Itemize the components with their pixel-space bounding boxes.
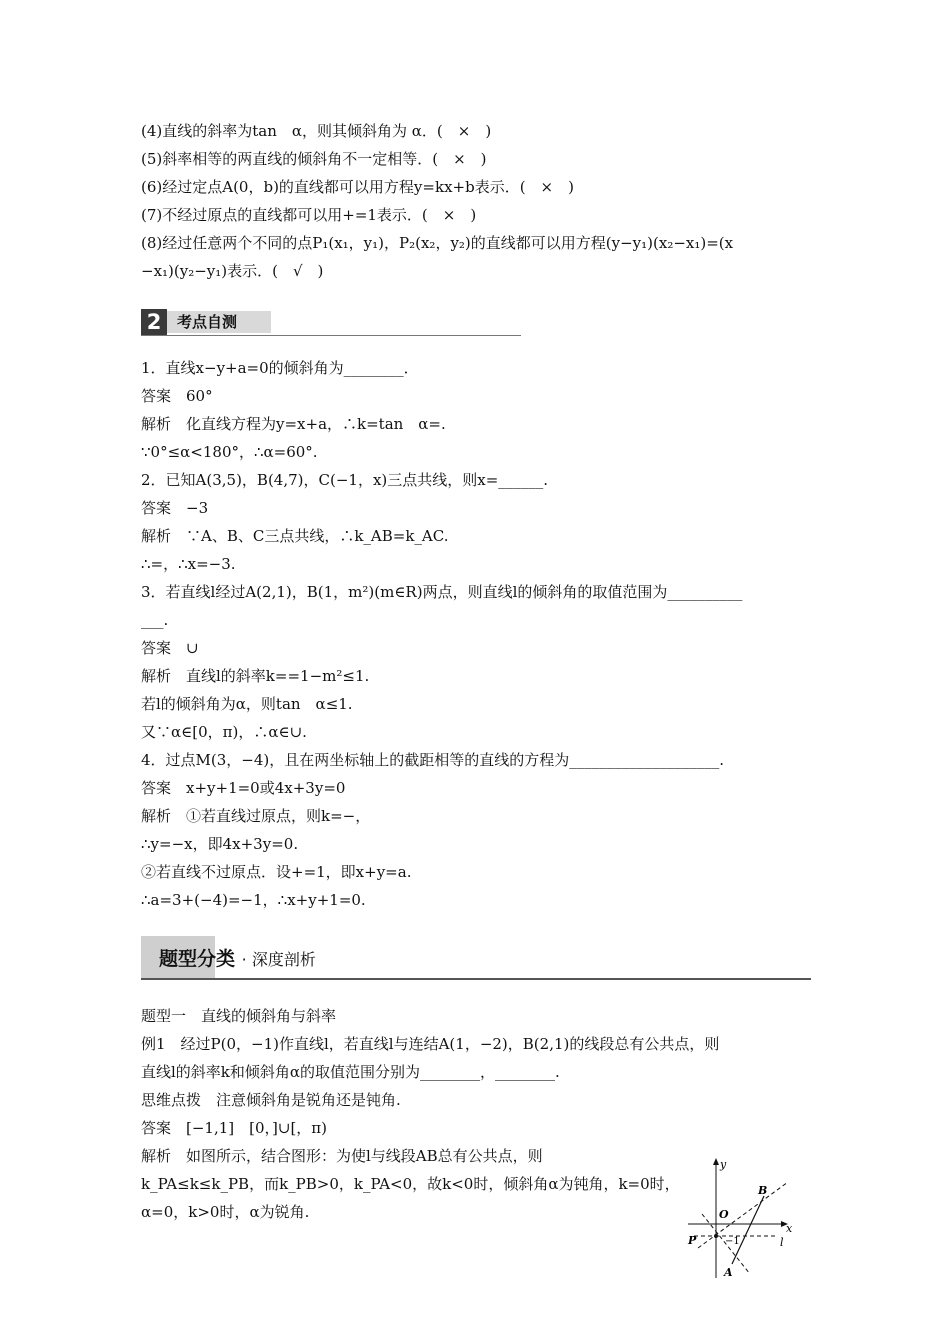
label-o: O (719, 1208, 729, 1221)
text-line: 解析 如图所示，结合图形：为使l与线段AB总有公共点，则 (141, 1147, 543, 1165)
section-header-tixing (141, 936, 811, 980)
text-line: (8)经过任意两个不同的点P₁(x₁，y₁)，P₂(x₂，y₂)的直线都可以用方程(y−y₁)(x₂−x₁)=(x (141, 234, 734, 252)
segment-ab (732, 1196, 764, 1264)
section-header-kaodian (141, 309, 521, 336)
y-axis-arrow-icon (713, 1158, 719, 1165)
text-line: 解析 化直线方程为y=x+a，∴k=tan α=. (141, 415, 446, 433)
text-line: (6)经过定点A(0，b)的直线都可以用方程y=kx+b表示．( × ) (141, 178, 574, 196)
label-p: P (688, 1234, 697, 1247)
text-line: ②若直线不过原点．设+=1，即x+y=a. (141, 863, 412, 881)
section-title: 考点自测 (167, 311, 271, 333)
text-line: 答案 60° (141, 387, 213, 405)
text-line: 4．过点M(3，−4)，且在两坐标轴上的截距相等的直线的方程为____________________. (141, 751, 725, 769)
text-line: (4)直线的斜率为tan α，则其倾斜角为 α．( × ) (141, 122, 492, 140)
text-line: 若l的倾斜角为α，则tan α≤1. (141, 695, 353, 713)
text-line: (7)不经过原点的直线都可以用+=1表示．( × ) (141, 206, 477, 224)
text-line: 又∵α∈[0，π)，∴α∈∪. (141, 723, 307, 741)
text-line: 思维点拨 注意倾斜角是锐角还是钝角. (141, 1091, 401, 1109)
text-line: 答案 ∪ (141, 639, 199, 657)
text-line: 例1 经过P(0，−1)作直线l，若直线l与连结A(1，−2)，B(2,1)的线段总有公共点，则 (141, 1035, 720, 1053)
label-x: x (786, 1222, 793, 1235)
text-line: 3．若直线l经过A(2,1)，B(1，m²)(m∈R)两点，则直线l的倾斜角的取值范围为__________ (141, 583, 743, 601)
section-title-subtitle: · 深度剖析 (241, 950, 316, 969)
text-line: 2．已知A(3,5)，B(4,7)，C(−1，x)三点共线，则x=______. (141, 471, 549, 489)
label-l: l (780, 1236, 784, 1249)
section-title (159, 946, 316, 973)
text-line: ___. (141, 611, 169, 629)
text-line: α=0，k>0时，α为锐角. (141, 1203, 310, 1221)
text-line: k_PA≤k≤k_PB，而k_PB>0，k_PA<0，故k<0时，倾斜角α为钝角，k=0时， (141, 1175, 680, 1193)
text-line: ∵0°≤α<180°，∴α=60°. (141, 443, 318, 461)
text-line: ∴a=3+(−4)=−1，∴x+y+1=0. (141, 891, 366, 909)
label-neg-one: −1 (725, 1236, 740, 1247)
point-p (714, 1234, 718, 1238)
text-line: ∴=，∴x=−3. (141, 555, 236, 573)
section-title-main: 题型分类 (159, 948, 236, 970)
label-a: A (724, 1266, 733, 1279)
text-line: 解析 ∵A、B、C三点共线，∴k_AB=k_AC. (141, 527, 449, 545)
text-line: −x₁)(y₂−y₁)表示．( √ ) (141, 262, 324, 280)
label-b: B (758, 1184, 768, 1197)
section-number: 2 (141, 309, 167, 335)
text-line: 答案 x+y+1=0或4x+3y=0 (141, 779, 346, 797)
geometry-figure (680, 1150, 800, 1280)
text-line: 答案 −3 (141, 499, 209, 517)
line-pb (698, 1182, 788, 1248)
text-line: ∴y=−x，即4x+3y=0. (141, 835, 299, 853)
text-line: 解析 ①若直线过原点，则k=−， (141, 807, 371, 825)
label-y: y (720, 1158, 727, 1171)
text-line: 直线l的斜率k和倾斜角α的取值范围分别为________，________. (141, 1063, 560, 1081)
text-line: (5)斜率相等的两直线的倾斜角不一定相等．( × ) (141, 150, 487, 168)
text-line: 1．直线x−y+a=0的倾斜角为________． (141, 359, 419, 377)
text-line: 题型一 直线的倾斜角与斜率 (141, 1007, 337, 1025)
text-line: 解析 直线l的斜率k==1−m²≤1. (141, 667, 370, 685)
text-line: 答案 [−1,1] [0，]∪[，π) (141, 1119, 328, 1137)
